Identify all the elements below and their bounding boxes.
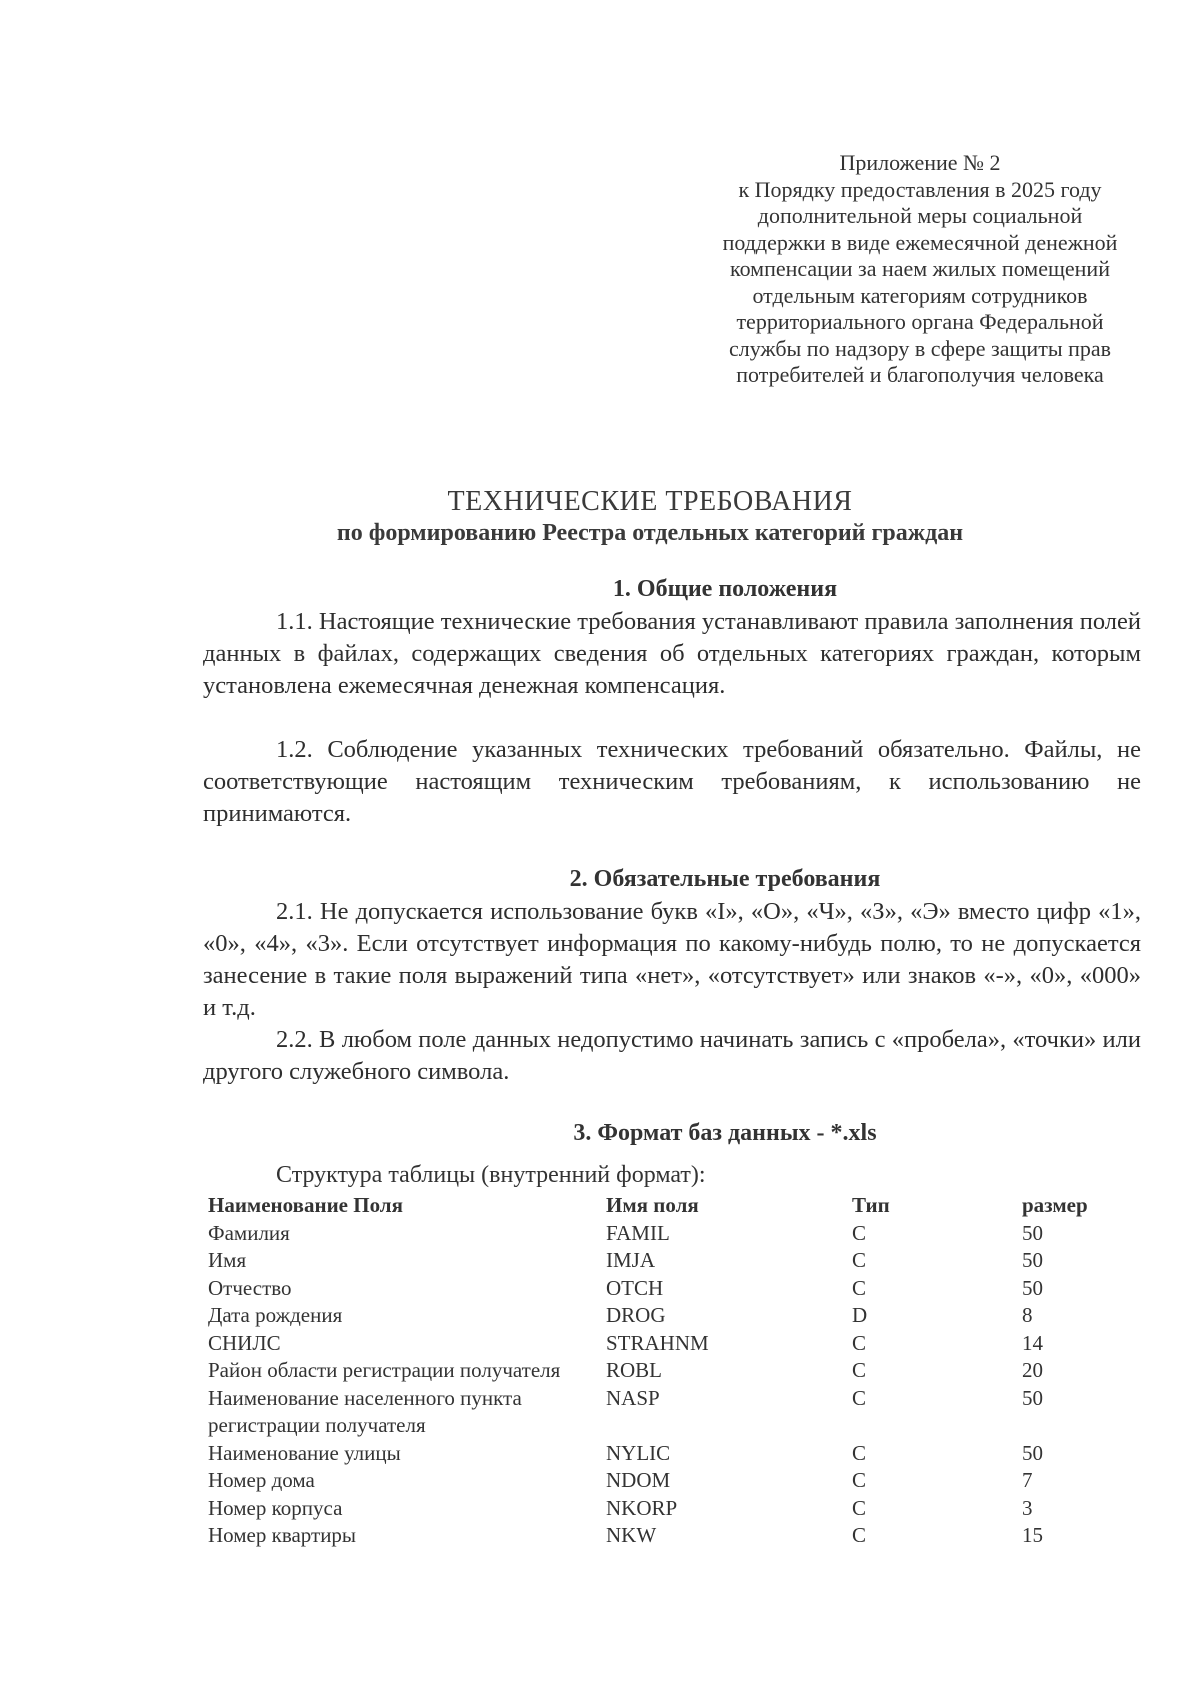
table-row (208, 1302, 1122, 1330)
field-name: FAMIL (606, 1220, 670, 1245)
table-row (208, 1330, 1122, 1358)
paragraph-2-2: 2.2. В любом поле данных недопустимо начинать запись с «пробела», «точки» или другого служебного символа. (203, 1026, 1141, 1085)
appendix-line: службы по надзору в сфере защиты прав (728, 335, 1112, 361)
field-name: STRAHNM (606, 1330, 709, 1355)
paragraph-1-1: 1.1. Настоящие технические требования устанавливают правила заполнения полей данных в файлах, содержащих сведения об отдельных категориях граждан, которым установлена ежемесячная денежная компенсация. (203, 608, 1141, 699)
field-type: C (852, 1248, 867, 1272)
field-name: NKORP (606, 1495, 678, 1520)
appendix-line: отдельным категориям сотрудников (752, 282, 1088, 308)
field-type: C (852, 1330, 867, 1355)
fields-table (208, 1192, 1122, 1550)
field-type: C (852, 1220, 867, 1245)
field-title: СНИЛС (208, 1330, 281, 1355)
table-row (208, 1247, 1122, 1275)
field-size: 50 (1022, 1275, 1043, 1300)
field-size: 14 (1022, 1330, 1043, 1355)
field-name: NKW (606, 1523, 657, 1547)
column-header: размер (1022, 1193, 1088, 1217)
table-row (208, 1385, 1122, 1440)
field-size: 50 (1022, 1440, 1043, 1465)
paragraph-2-1: 2.1. Не допускается использование букв «I», «О», «Ч», «З», «Э» вместо цифр «1», «0», «4», «3». Если отсутствует информация по какому-нибудь полю, то не допускается занесение в такие поля выражений типа «нет», «отсутствует» или знаков «-», «0», «000» и т.д. (203, 898, 1141, 1021)
field-name: DROG (606, 1303, 666, 1327)
field-size: 15 (1022, 1523, 1043, 1547)
field-name: IMJA (606, 1248, 656, 1272)
field-title: Наименование населенного пункта регистрации получателя (208, 1385, 522, 1437)
field-title: Район области регистрации получателя (208, 1358, 561, 1382)
appendix-line: компенсации за наем жилых помещений (730, 256, 1110, 281)
field-title: Номер корпуса (208, 1495, 343, 1520)
column-header: Тип (852, 1193, 890, 1217)
field-name: NYLIC (606, 1440, 671, 1465)
column-header: Наименование Поля (208, 1193, 403, 1217)
field-type: C (852, 1523, 867, 1547)
appendix-line: дополнительной меры социальной (757, 203, 1083, 228)
document-title: ТЕХНИЧЕСКИЕ ТРЕБОВАНИЯ (447, 486, 853, 517)
field-title: Номер дома (208, 1468, 315, 1492)
field-title: Имя (208, 1248, 247, 1272)
field-title: Отчество (208, 1275, 292, 1300)
appendix-line: потребителей и благополучия человека (736, 362, 1104, 387)
column-header: Имя поля (606, 1193, 699, 1217)
field-type: C (852, 1468, 867, 1492)
paragraph-1-2: 1.2. Соблюдение указанных технических требований обязательно. Файлы, не соответствующие настоящим техническим требованиям, к использованию не принимаются. (203, 736, 1141, 827)
appendix-header (690, 150, 1150, 389)
section-1-heading: 1. Общие положения (612, 576, 838, 602)
field-size: 20 (1022, 1358, 1043, 1382)
field-type: D (852, 1303, 868, 1327)
table-row (208, 1275, 1122, 1303)
appendix-line: к Порядку предоставления в 2025 году (738, 176, 1102, 202)
field-size: 7 (1022, 1468, 1033, 1492)
table-row (208, 1440, 1122, 1468)
field-name: NASP (606, 1385, 660, 1410)
field-title: Дата рождения (208, 1303, 343, 1327)
table-caption: Структура таблицы (внутренний формат): (276, 1162, 706, 1188)
field-title: Наименование улицы (208, 1440, 401, 1465)
document-subtitle: по формированию Реестра отдельных категорий граждан (336, 520, 964, 546)
appendix-line: Приложение № 2 (839, 150, 1001, 175)
appendix-line: поддержки в виде ежемесячной денежной (722, 229, 1118, 255)
table-row (208, 1467, 1122, 1495)
appendix-line: территориального органа Федеральной (736, 309, 1104, 334)
field-type: C (852, 1495, 867, 1520)
field-size: 50 (1022, 1385, 1043, 1410)
field-type: C (852, 1358, 867, 1382)
field-size: 8 (1022, 1303, 1033, 1327)
table-row (208, 1522, 1122, 1550)
field-title: Номер квартиры (208, 1523, 357, 1547)
field-size: 3 (1022, 1495, 1033, 1520)
field-name: ROBL (606, 1358, 663, 1382)
field-size: 50 (1022, 1248, 1043, 1272)
field-size: 50 (1022, 1220, 1043, 1245)
table-row (208, 1495, 1122, 1523)
table-header-row (208, 1192, 1122, 1220)
field-type: C (852, 1275, 867, 1300)
field-type: C (852, 1385, 867, 1410)
field-title: Фамилия (208, 1220, 290, 1245)
table-row (208, 1357, 1122, 1385)
field-type: C (852, 1440, 867, 1465)
section-3-heading: 3. Формат баз данных - *.xls (573, 1120, 877, 1146)
table-row (208, 1220, 1122, 1248)
field-name: OTCH (606, 1275, 664, 1300)
field-name: NDOM (606, 1468, 671, 1492)
section-2-heading: 2. Обязательные требования (569, 866, 881, 892)
